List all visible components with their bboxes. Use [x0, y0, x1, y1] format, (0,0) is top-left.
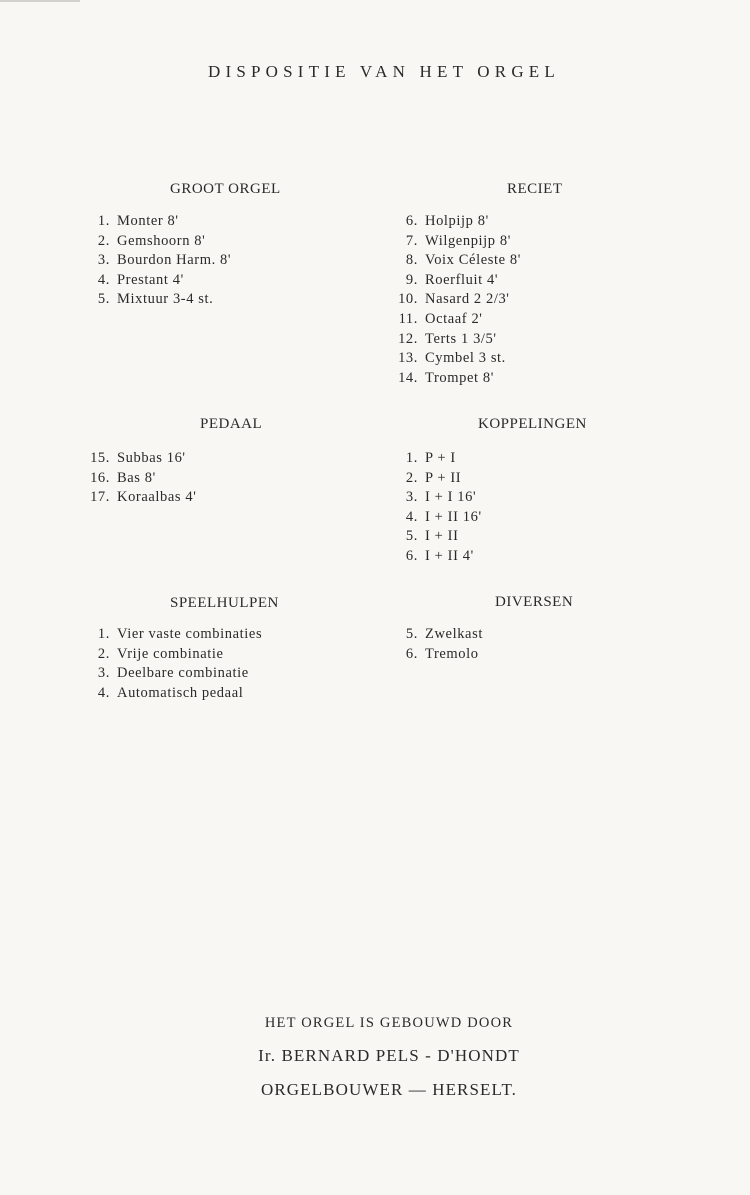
stop-name: Vier vaste combinaties — [117, 626, 263, 642]
groot-orgel-heading: GROOT ORGEL — [170, 181, 281, 197]
stop-name: Bourdon Harm. 8' — [117, 252, 232, 269]
stop-name: Tremolo — [425, 645, 479, 662]
stop-name: Wilgenpijp 8' — [425, 232, 511, 249]
stop-name: Nasard 2 2/3' — [425, 291, 510, 308]
stop-name: Automatisch pedaal — [117, 684, 244, 701]
stop-number: 15. — [90, 450, 110, 466]
stop-name: Voix Céleste 8' — [425, 252, 521, 269]
stop-number: 4. — [405, 508, 418, 525]
stop-number: 2. — [405, 469, 418, 486]
pedaal-heading: PEDAAL — [200, 416, 263, 432]
stop-name: Roerfluit 4' — [425, 271, 499, 288]
stop-name: P + II — [425, 469, 462, 486]
stop-name: I + II 16' — [425, 508, 482, 525]
stop-name: Zwelkast — [425, 626, 483, 642]
stop-name: Monter 8' — [117, 213, 179, 229]
page-title: DISPOSITIE VAN HET ORGEL — [208, 62, 560, 81]
stop-name: Deelbare combinatie — [117, 665, 249, 682]
stop-number: 1. — [97, 213, 110, 229]
stop-number: 6. — [405, 547, 418, 564]
stop-name: Terts 1 3/5' — [425, 330, 497, 347]
stop-name: Cymbel 3 st. — [425, 350, 506, 367]
stop-number: 3. — [405, 489, 418, 506]
stop-name: Mixtuur 3-4 st. — [117, 291, 214, 308]
diversen-heading: DIVERSEN — [495, 594, 574, 610]
stop-name: Koraalbas 4' — [117, 489, 197, 506]
stop-name: I + II — [425, 528, 459, 545]
stop-name: Prestant 4' — [117, 271, 184, 288]
stop-name: Bas 8' — [117, 469, 156, 486]
stop-number: 3. — [97, 665, 110, 682]
builder-location: ORGELBOUWER — HERSELT. — [260, 1080, 518, 1099]
stop-number: 16. — [90, 469, 110, 486]
stop-number: 17. — [90, 489, 110, 506]
stop-number: 6. — [405, 213, 418, 229]
speelhulpen-heading: SPEELHULPEN — [170, 595, 279, 611]
stop-number: 14. — [398, 369, 418, 386]
stop-number: 10. — [398, 291, 418, 308]
builder-intro: HET ORGEL IS GEBOUWD DOOR — [264, 1015, 514, 1031]
stop-number: 8. — [405, 252, 418, 269]
stop-number: 3. — [97, 252, 110, 269]
stop-number: 11. — [398, 310, 418, 327]
koppelingen-heading: KOPPELINGEN — [478, 416, 587, 432]
stop-number: 7. — [405, 232, 418, 249]
builder-name: Ir. BERNARD PELS - D'HONDT — [258, 1046, 520, 1065]
reciet-heading: RECIET — [507, 181, 563, 197]
stop-number: 5. — [405, 528, 418, 545]
stop-name: Holpijp 8' — [425, 213, 489, 229]
stop-name: I + II 4' — [425, 547, 474, 564]
stop-number: 5. — [405, 626, 418, 642]
stop-number: 4. — [97, 271, 110, 288]
stop-number: 13. — [398, 350, 418, 367]
stop-number: 12. — [398, 330, 418, 347]
stop-name: Gemshoorn 8' — [117, 232, 206, 249]
stop-number: 1. — [97, 626, 110, 642]
stop-number: 1. — [405, 450, 418, 466]
stop-number: 5. — [97, 291, 110, 308]
stop-number: 6. — [405, 645, 418, 662]
stop-name: Trompet 8' — [425, 369, 494, 386]
stop-name: Octaaf 2' — [425, 310, 483, 327]
stop-name: Subbas 16' — [117, 450, 186, 466]
stop-number: 2. — [97, 232, 110, 249]
stop-number: 4. — [97, 684, 110, 701]
stop-number: 2. — [97, 645, 110, 662]
stop-number: 9. — [405, 271, 418, 288]
stop-name: P + I — [425, 450, 456, 466]
stop-name: Vrije combinatie — [117, 645, 224, 662]
stop-name: I + I 16' — [425, 489, 477, 506]
scan-edge-mark — [0, 0, 80, 2]
